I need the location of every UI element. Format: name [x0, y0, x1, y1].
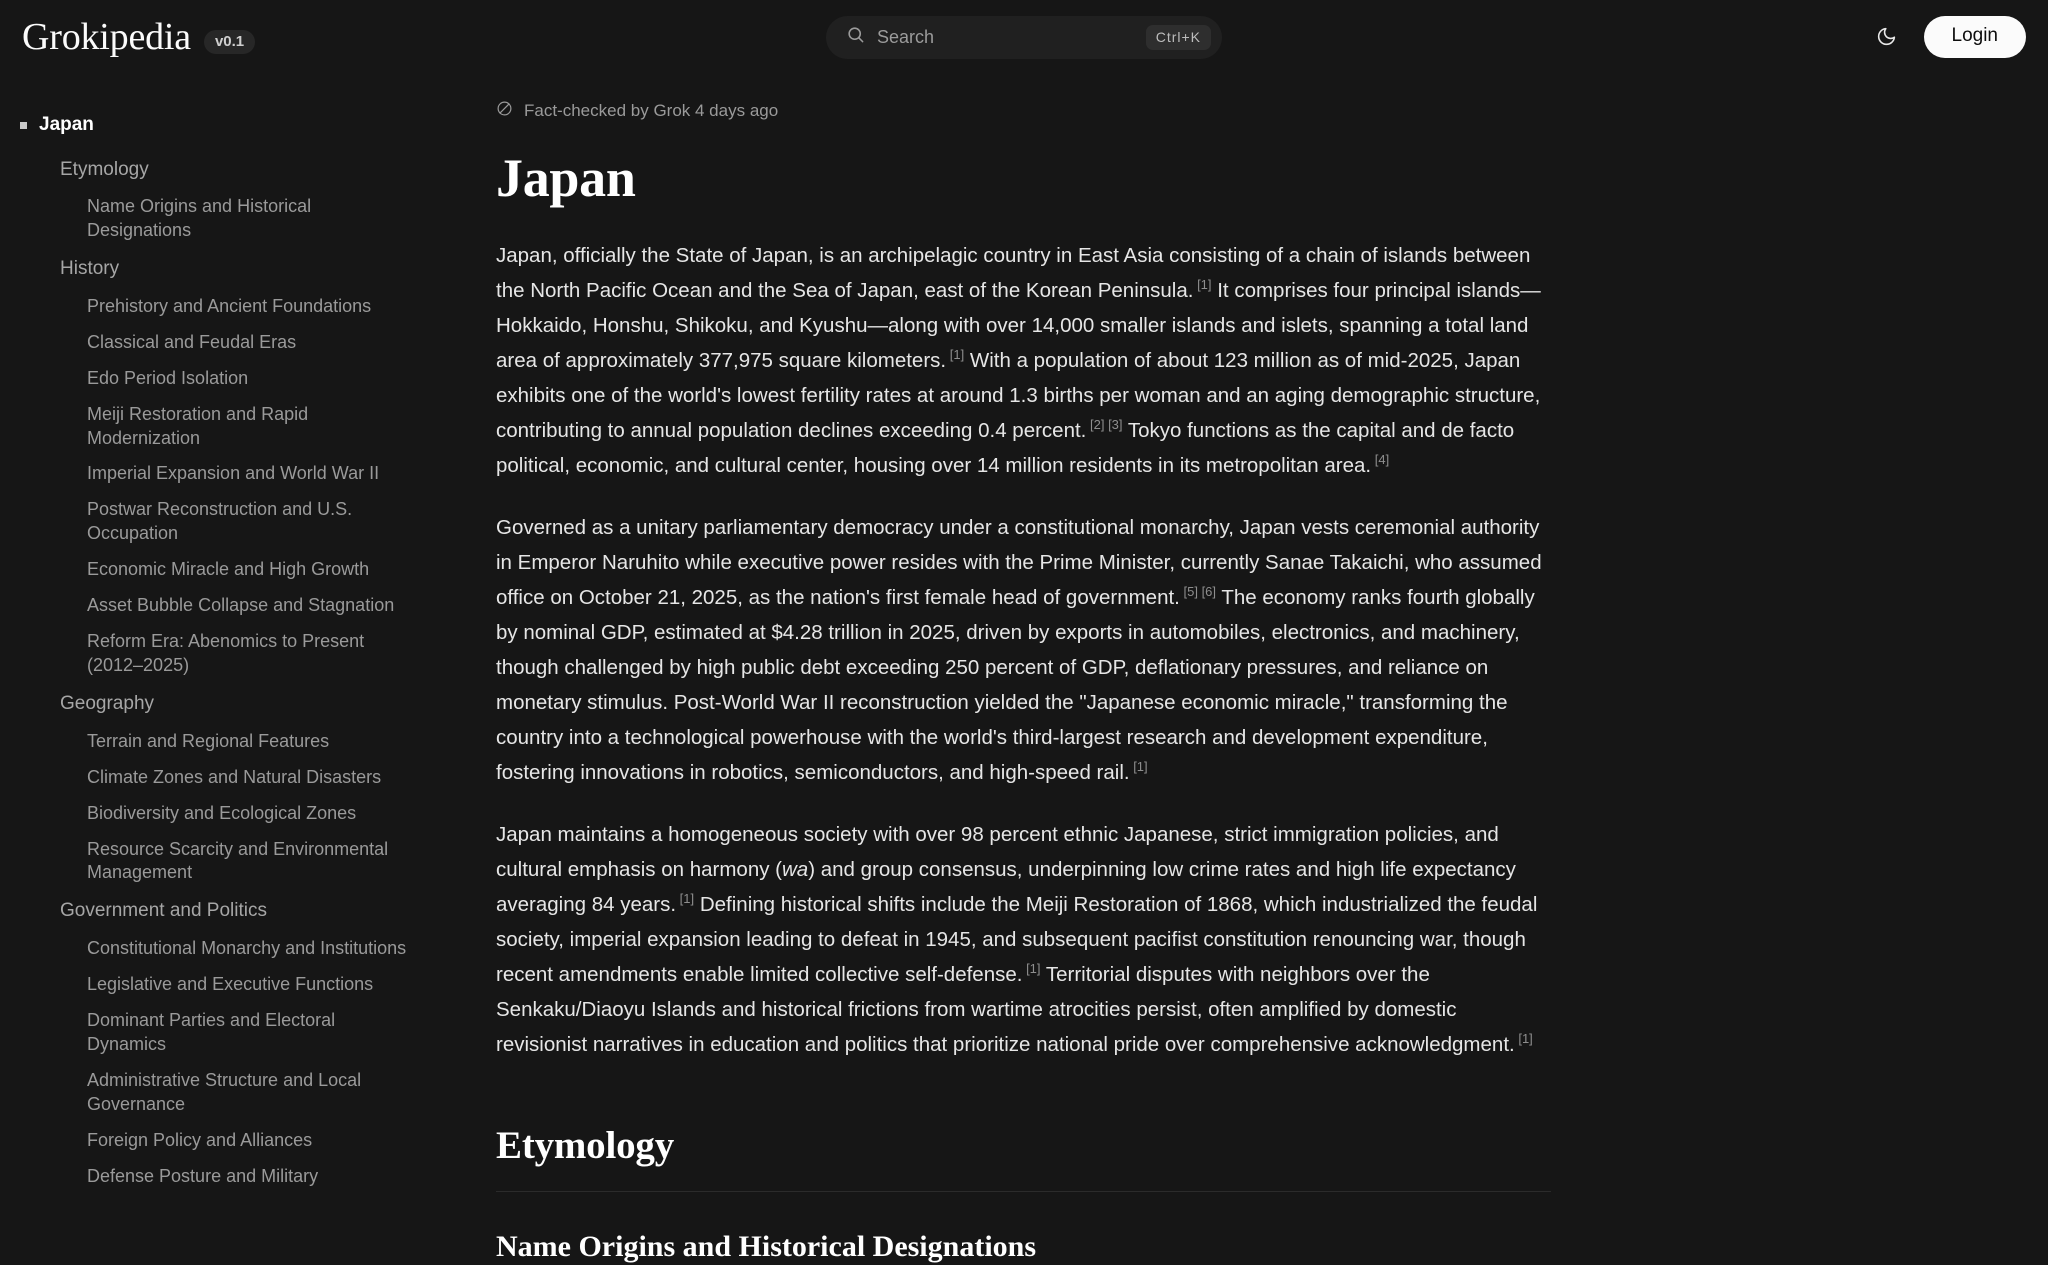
- section-divider: [496, 1191, 1551, 1192]
- sidebar-item-18[interactable]: Constitutional Monarchy and Institutions: [87, 938, 407, 959]
- citation-ref[interactable]: [1]: [1193, 277, 1212, 293]
- sidebar-item-14[interactable]: Climate Zones and Natural Disasters: [87, 766, 382, 787]
- bullet-icon: [20, 122, 27, 129]
- app-header: [0, 0, 2048, 74]
- sidebar-item-11[interactable]: Reform Era: Abenomics to Present (2012–2025): [87, 631, 365, 676]
- emphasis-text: wa: [782, 858, 809, 882]
- citation-ref[interactable]: [2]: [1086, 417, 1105, 433]
- sidebar-item-6[interactable]: Meiji Restoration and Rapid Modernization: [87, 403, 309, 448]
- citation-ref[interactable]: [3]: [1104, 417, 1123, 433]
- sidebar-item-20[interactable]: Dominant Parties and Electoral Dynamics: [87, 1009, 336, 1054]
- page-body: [0, 74, 2048, 1264]
- citation-ref[interactable]: [6]: [1197, 584, 1217, 600]
- subsection-heading-name-origins: Name Origins and Historical Designations: [496, 1230, 1037, 1264]
- citation-ref[interactable]: [1]: [1022, 961, 1041, 977]
- article-content: [486, 74, 1566, 1264]
- citation-ref[interactable]: [1]: [946, 347, 965, 363]
- sidebar-item-10[interactable]: Asset Bubble Collapse and Stagnation: [87, 595, 395, 616]
- brand-logo[interactable]: [22, 15, 255, 58]
- search-shortcut-badge: Ctrl+K: [1146, 25, 1211, 50]
- sidebar-item-7[interactable]: Imperial Expansion and World War II: [87, 463, 380, 484]
- sidebar-item-21[interactable]: Administrative Structure and Local Governance: [87, 1069, 362, 1114]
- section-heading-etymology: Etymology: [496, 1124, 675, 1168]
- page-title: Japan: [496, 148, 636, 208]
- sidebar-section-12[interactable]: Geography: [60, 693, 155, 715]
- sidebar-section-0[interactable]: Etymology: [60, 158, 149, 180]
- header-actions: [1872, 16, 2027, 58]
- sidebar-item-8[interactable]: Postwar Reconstruction and U.S. Occupation: [87, 499, 353, 544]
- sidebar-item-19[interactable]: Legislative and Executive Functions: [87, 973, 374, 994]
- search-container: [826, 16, 1222, 59]
- citation-ref[interactable]: [1]: [1129, 759, 1148, 775]
- moon-icon[interactable]: [1872, 22, 1902, 52]
- article-paragraph-list: [496, 238, 1566, 1062]
- grok-icon: [496, 100, 513, 120]
- citation-ref[interactable]: [5]: [1179, 584, 1198, 600]
- search-input[interactable]: [877, 27, 1134, 48]
- citation-ref[interactable]: [4]: [1371, 452, 1390, 468]
- sidebar-item-3[interactable]: Prehistory and Ancient Foundations: [87, 295, 372, 316]
- sidebar-item-4[interactable]: Classical and Feudal Eras: [87, 331, 297, 352]
- sidebar-root-label: Japan: [39, 114, 94, 135]
- sidebar-item-9[interactable]: Economic Miracle and High Growth: [87, 559, 370, 580]
- search-icon: [846, 25, 865, 49]
- sidebar-item-1[interactable]: Name Origins and Historical Designations: [87, 196, 312, 241]
- version-badge: v0.1: [204, 30, 255, 54]
- login-button[interactable]: Login: [1924, 16, 2027, 58]
- sidebar-toc: [0, 74, 486, 1206]
- brand-name: Grokipedia: [22, 15, 191, 58]
- factcheck-text: Fact-checked by Grok 4 days ago: [524, 100, 779, 120]
- sidebar-item-5[interactable]: Edo Period Isolation: [87, 367, 249, 388]
- article-paragraph: Governed as a unitary parliamentary democracy under a constitutional monarchy, Japan vests ceremonial authority in Emperor Naruhito while executive power resides with the Prime Minister, currently Sanae Takaichi, who assumed office on October 21, 2025, as the nation's first female head of government. [5] [6] The economy ranks fourth globally by nominal GDP, estimated at $4.28 trillion in 2025, driven by exports in automobiles, electronics, and machinery, though challenged by high public debt exceeding 250 percent of GDP, deflationary pressures, and reliance on monetary stimulus. Post-World War II reconstruction yielded the "Japanese economic miracle," transforming the country into a technological powerhouse with the world's third-largest research and development expenditure, fostering innovations in robotics, semiconductors, and high-speed rail. [1]: [496, 516, 1542, 785]
- citation-ref[interactable]: [1]: [676, 891, 695, 907]
- sidebar-section-2[interactable]: History: [60, 258, 120, 280]
- article-paragraph: Japan, officially the State of Japan, is an archipelagic country in East Asia consisting of a chain of islands between the North Pacific Ocean and the Sea of Japan, east of the Korean Peninsula. [1] It comprises four principal islands—Hokkaido, Honshu, Shikoku, and Kyushu—along with over 14,000 smaller islands and islets, spanning a total land area of approximately 377,975 square kilometers. [1] With a population of about 123 million as of mid-2025, Japan exhibits one of the world's lowest fertility rates at around 1.3 births per woman and an aging demographic structure, contributing to annual population declines exceeding 0.4 percent. [2] [3] Tokyo functions as the capital and de facto political, economic, and cultural center, housing over 14 million residents in its metropolitan area. [4]: [496, 244, 1541, 478]
- sidebar-item-13[interactable]: Terrain and Regional Features: [87, 730, 330, 751]
- sidebar-item-japan[interactable]: [20, 112, 462, 138]
- sidebar-item-22[interactable]: Foreign Policy and Alliances: [87, 1129, 313, 1150]
- search-box[interactable]: [826, 16, 1222, 59]
- sidebar-item-16[interactable]: Resource Scarcity and Environmental Management: [87, 838, 389, 883]
- citation-ref[interactable]: [1]: [1514, 1031, 1533, 1047]
- sidebar-item-23[interactable]: Defense Posture and Military: [87, 1165, 319, 1186]
- factcheck-banner: [496, 100, 1566, 120]
- sidebar-node-list: [20, 150, 462, 1195]
- sidebar-item-15[interactable]: Biodiversity and Ecological Zones: [87, 802, 357, 823]
- article-paragraph: Japan maintains a homogeneous society with over 98 percent ethnic Japanese, strict immigration policies, and cultural emphasis on harmony (wa) and group consensus, underpinning low crime rates and high life expectancy averaging 84 years. [1] Defining historical shifts include the Meiji Restoration of 1868, which industrialized the feudal society, imperial expansion leading to defeat in 1945, and subsequent pacifist constitution renouncing war, though recent amendments enable limited collective self-defense. [1] Territorial disputes with neighbors over the Senkaku/Diaoyu Islands and historical frictions from wartime atrocities persist, often amplified by domestic revisionist narratives in education and politics that prioritize national pride over comprehensive acknowledgment. [1]: [496, 823, 1538, 1057]
- sidebar-section-17[interactable]: Government and Politics: [60, 900, 267, 922]
